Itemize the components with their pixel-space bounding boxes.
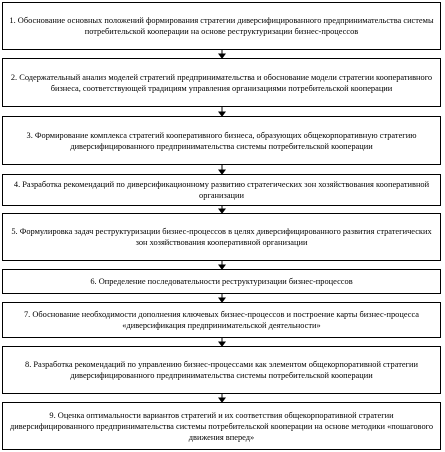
- arrow-7-8: [219, 338, 225, 346]
- arrow-6-7: [219, 294, 225, 302]
- step-6-label: 6. Определение последовательности реструктуризации бизнес-процессов: [90, 277, 353, 286]
- arrow-1-2: [219, 50, 225, 58]
- arrow-8-9: [219, 394, 225, 402]
- arrow-2-3: [219, 107, 225, 116]
- step-1-label: 1. Обоснование основных положений формирования стратегии диверсифицированного предпринимательства системы потребительской кооперации на основе реструктуризации бизнес-процессов: [9, 16, 434, 36]
- step-4-label: 4. Разработка рекомендаций по диверсификационному развитию стратегических зон хозяйствования кооперативной организации: [13, 180, 430, 200]
- step-7-label: 7. Обоснование необходимости дополнения ключевых бизнес-процессов и построение карты бизнес-процесса «диверсификация предпринимательской деятельности»: [23, 310, 419, 330]
- step-9-label: 9. Оценка оптимальности вариантов стратегий и их соответствия общекорпоративной стратегии диверсифицированного предпринимательства системы потребительской кооперации на основе методики «пошагового движения вперед»: [9, 410, 434, 442]
- arrow-5-6: [219, 261, 225, 269]
- arrow-4-5: [219, 206, 225, 213]
- step-3-label: 3. Формирование комплекса стратегий кооперативного бизнеса, образующих общекорпоративную стратегию диверсифицированного предпринимательства системы потребительской кооперации: [26, 130, 417, 151]
- arrow-3-4: [219, 165, 225, 174]
- step-2-label: 2. Содержательный анализ моделей стратегий предпринимательства и обоснование модели стратегии кооперативного бизнеса, соответствующей традициям управления организациями потребительской кооперации: [10, 72, 433, 93]
- step-8-label: 8. Разработка рекомендаций по управлению бизнес-процессами как элементом общекорпоративной стратегии диверсифицированного предпринимательства системы потребительской кооперации: [25, 360, 418, 380]
- step-5-label: 5. Формулировка задач реструктуризации бизнес-процессов в целях диверсифицированного развития стратегических зон хозяйствования кооперативной организации: [11, 227, 432, 247]
